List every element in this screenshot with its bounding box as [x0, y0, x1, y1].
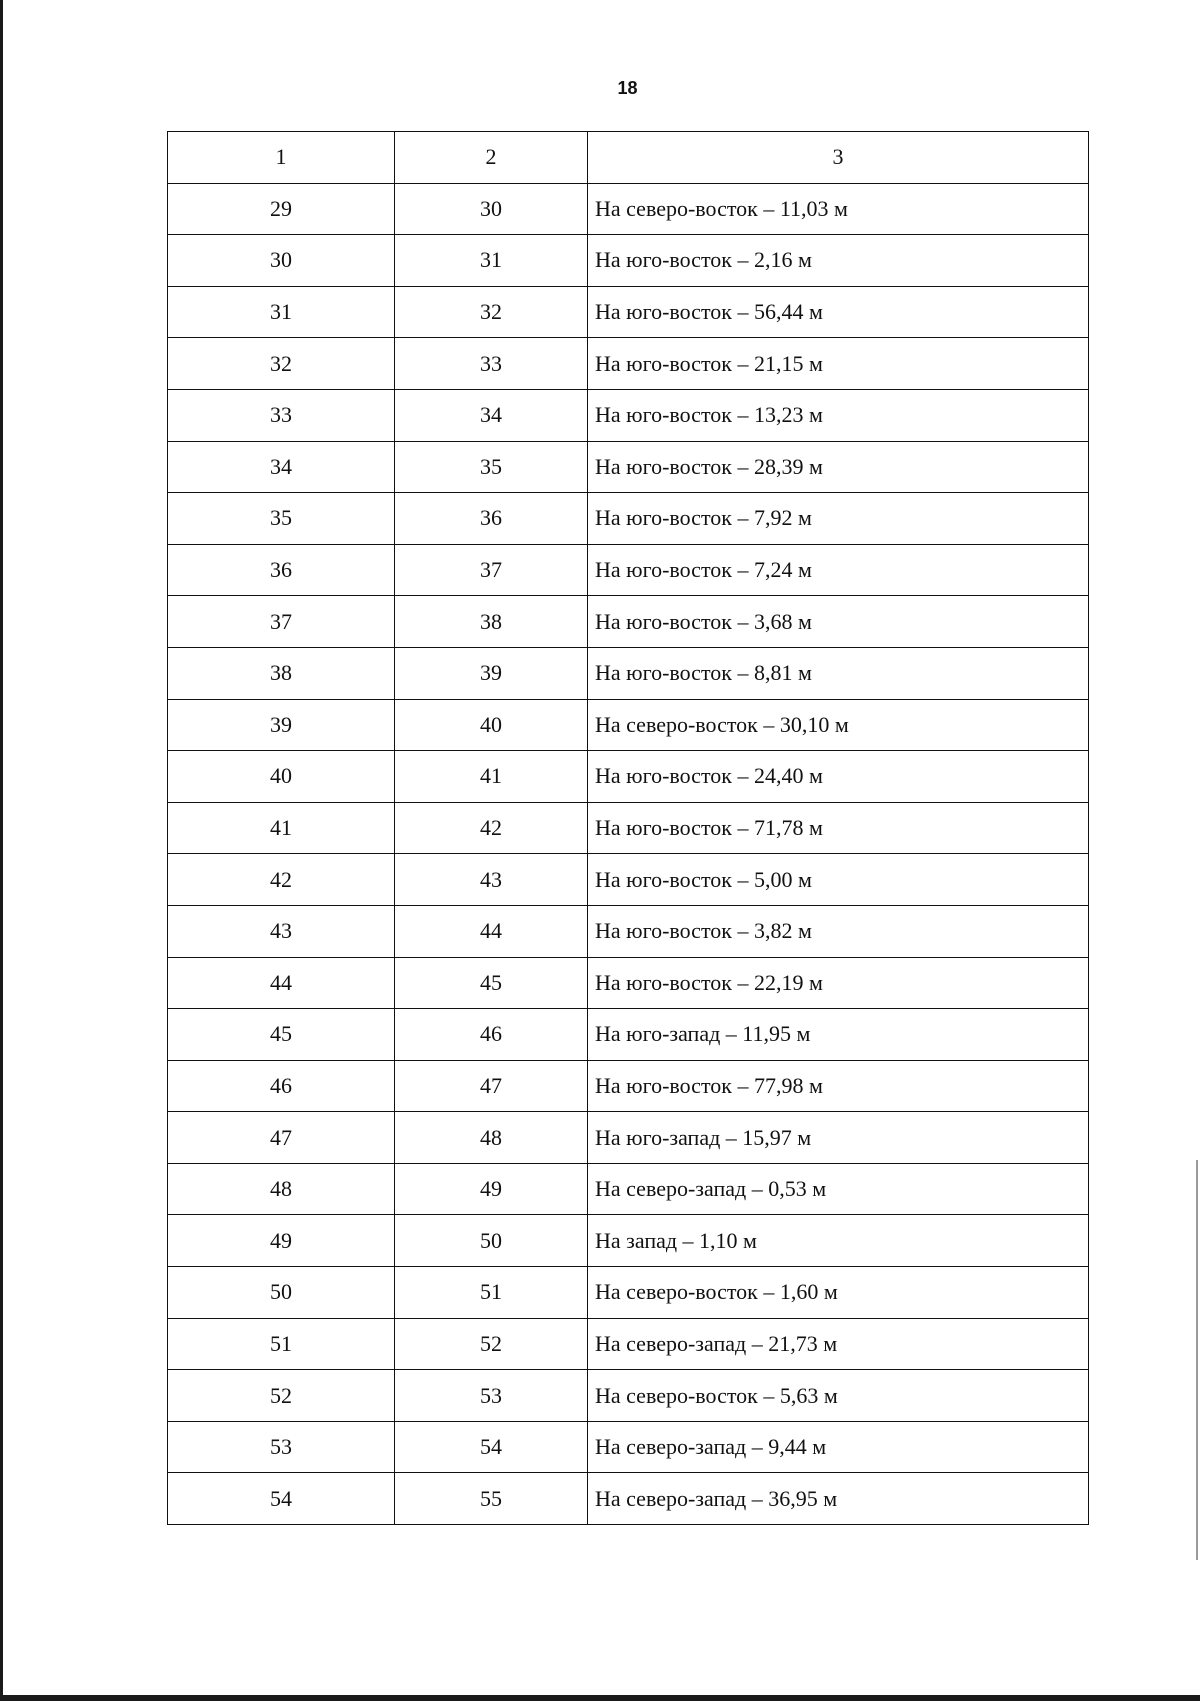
cell-to-point: 31: [395, 235, 588, 287]
cell-direction-distance: На северо-запад – 36,95 м: [588, 1473, 1089, 1525]
cell-to-point: 50: [395, 1215, 588, 1267]
cell-from-point: 34: [168, 441, 395, 493]
column-header-2: 2: [395, 132, 588, 184]
cell-direction-distance: На юго-восток – 5,00 м: [588, 854, 1089, 906]
cell-to-point: 34: [395, 389, 588, 441]
table-row: [168, 183, 1089, 235]
cell-from-point: 30: [168, 235, 395, 287]
cell-direction-distance: На юго-восток – 8,81 м: [588, 647, 1089, 699]
cell-direction-distance: На юго-восток – 2,16 м: [588, 235, 1089, 287]
table-row: [168, 1370, 1089, 1422]
scan-border-bottom: [0, 1695, 1200, 1701]
table-row: [168, 596, 1089, 648]
table-row: [168, 802, 1089, 854]
table-row: [168, 854, 1089, 906]
page-number: 18: [617, 78, 638, 98]
cell-from-point: 40: [168, 751, 395, 803]
cell-direction-distance: На запад – 1,10 м: [588, 1215, 1089, 1267]
table-row: [168, 493, 1089, 545]
cell-to-point: 46: [395, 1009, 588, 1061]
scan-border-left: [0, 0, 3, 1701]
cell-to-point: 51: [395, 1267, 588, 1319]
table-row: [168, 1009, 1089, 1061]
table-header-row: [168, 132, 1089, 184]
cell-from-point: 49: [168, 1215, 395, 1267]
cell-direction-distance: На юго-восток – 77,98 м: [588, 1060, 1089, 1112]
cell-direction-distance: На юго-запад – 11,95 м: [588, 1009, 1089, 1061]
cell-to-point: 45: [395, 957, 588, 1009]
cell-to-point: 48: [395, 1112, 588, 1164]
cell-from-point: 48: [168, 1163, 395, 1215]
table-row: [168, 441, 1089, 493]
cell-from-point: 42: [168, 854, 395, 906]
table-row: [168, 1421, 1089, 1473]
cell-to-point: 49: [395, 1163, 588, 1215]
cell-to-point: 30: [395, 183, 588, 235]
cell-to-point: 55: [395, 1473, 588, 1525]
cell-direction-distance: На юго-восток – 7,24 м: [588, 544, 1089, 596]
cell-from-point: 41: [168, 802, 395, 854]
cell-from-point: 31: [168, 286, 395, 338]
cell-direction-distance: На северо-восток – 11,03 м: [588, 183, 1089, 235]
table-row: [168, 1215, 1089, 1267]
cell-to-point: 53: [395, 1370, 588, 1422]
cell-to-point: 39: [395, 647, 588, 699]
cell-to-point: 36: [395, 493, 588, 545]
cell-direction-distance: На северо-восток – 1,60 м: [588, 1267, 1089, 1319]
cell-to-point: 32: [395, 286, 588, 338]
cell-from-point: 46: [168, 1060, 395, 1112]
cell-to-point: 52: [395, 1318, 588, 1370]
cell-direction-distance: На юго-восток – 56,44 м: [588, 286, 1089, 338]
cell-to-point: 44: [395, 905, 588, 957]
table-row: [168, 751, 1089, 803]
cell-from-point: 50: [168, 1267, 395, 1319]
cell-to-point: 40: [395, 699, 588, 751]
cell-direction-distance: На северо-восток – 5,63 м: [588, 1370, 1089, 1422]
cell-direction-distance: На юго-восток – 28,39 м: [588, 441, 1089, 493]
cell-from-point: 35: [168, 493, 395, 545]
cell-direction-distance: На юго-восток – 21,15 м: [588, 338, 1089, 390]
cell-direction-distance: На юго-восток – 7,92 м: [588, 493, 1089, 545]
cell-direction-distance: На юго-восток – 22,19 м: [588, 957, 1089, 1009]
cell-to-point: 41: [395, 751, 588, 803]
table-row: [168, 1163, 1089, 1215]
cell-to-point: 42: [395, 802, 588, 854]
cell-from-point: 53: [168, 1421, 395, 1473]
table-body: [168, 183, 1089, 1524]
column-header-3: 3: [588, 132, 1089, 184]
table-row: [168, 1060, 1089, 1112]
table-row: [168, 1112, 1089, 1164]
cell-direction-distance: На северо-запад – 9,44 м: [588, 1421, 1089, 1473]
table-row: [168, 338, 1089, 390]
cell-direction-distance: На юго-восток – 71,78 м: [588, 802, 1089, 854]
cell-direction-distance: На юго-восток – 13,23 м: [588, 389, 1089, 441]
boundary-table: [167, 131, 1089, 1525]
cell-from-point: 38: [168, 647, 395, 699]
cell-from-point: 43: [168, 905, 395, 957]
cell-from-point: 51: [168, 1318, 395, 1370]
cell-from-point: 32: [168, 338, 395, 390]
cell-from-point: 36: [168, 544, 395, 596]
table-row: [168, 905, 1089, 957]
table-row: [168, 544, 1089, 596]
cell-to-point: 33: [395, 338, 588, 390]
cell-to-point: 54: [395, 1421, 588, 1473]
cell-direction-distance: На северо-запад – 21,73 м: [588, 1318, 1089, 1370]
cell-to-point: 35: [395, 441, 588, 493]
cell-to-point: 47: [395, 1060, 588, 1112]
table-row: [168, 389, 1089, 441]
cell-from-point: 39: [168, 699, 395, 751]
cell-direction-distance: На юго-восток – 24,40 м: [588, 751, 1089, 803]
cell-to-point: 38: [395, 596, 588, 648]
table-row: [168, 699, 1089, 751]
cell-from-point: 47: [168, 1112, 395, 1164]
cell-from-point: 45: [168, 1009, 395, 1061]
cell-direction-distance: На северо-запад – 0,53 м: [588, 1163, 1089, 1215]
cell-direction-distance: На юго-восток – 3,68 м: [588, 596, 1089, 648]
cell-direction-distance: На северо-восток – 30,10 м: [588, 699, 1089, 751]
scan-border-right: [1196, 1160, 1198, 1560]
cell-to-point: 43: [395, 854, 588, 906]
cell-from-point: 44: [168, 957, 395, 1009]
cell-from-point: 54: [168, 1473, 395, 1525]
table-row: [168, 235, 1089, 287]
table-row: [168, 1267, 1089, 1319]
table-row: [168, 1473, 1089, 1525]
table-row: [168, 647, 1089, 699]
table-row: [168, 957, 1089, 1009]
table-row: [168, 1318, 1089, 1370]
table-row: [168, 286, 1089, 338]
cell-from-point: 33: [168, 389, 395, 441]
column-header-1: 1: [168, 132, 395, 184]
cell-from-point: 29: [168, 183, 395, 235]
cell-to-point: 37: [395, 544, 588, 596]
cell-from-point: 37: [168, 596, 395, 648]
cell-from-point: 52: [168, 1370, 395, 1422]
cell-direction-distance: На юго-восток – 3,82 м: [588, 905, 1089, 957]
cell-direction-distance: На юго-запад – 15,97 м: [588, 1112, 1089, 1164]
